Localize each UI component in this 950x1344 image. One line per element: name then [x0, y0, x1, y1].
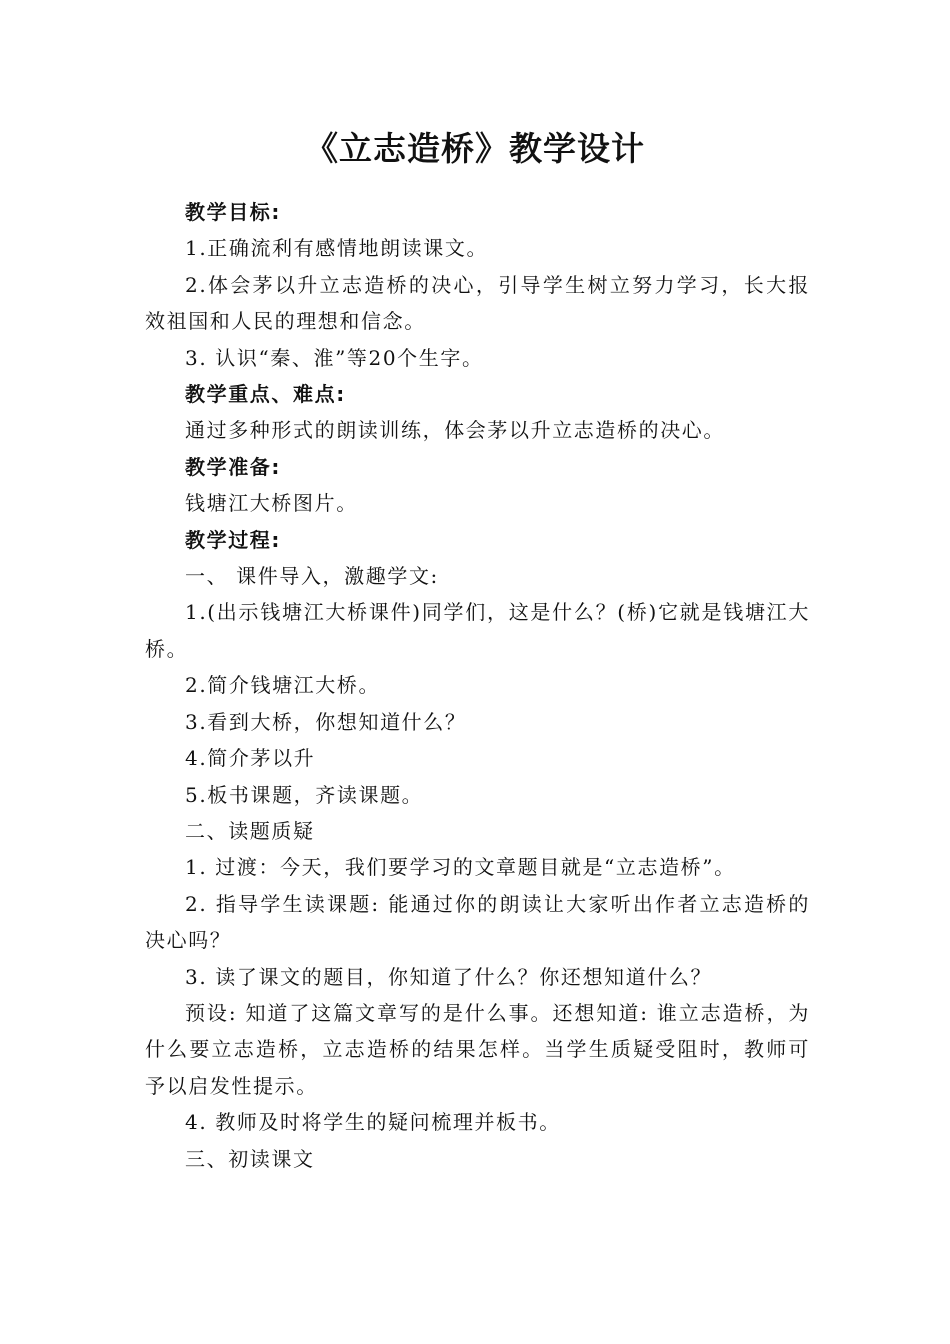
- paragraph: 1.(出示钱塘江大桥课件)同学们，这是什么？(桥)它就是钱塘江大桥。: [145, 600, 810, 661]
- paragraph: 3. 认识“秦、淮”等20个生字。: [185, 345, 484, 370]
- section-heading-key-points: 教学重点、难点:: [185, 382, 346, 407]
- paragraph: 1. 过渡：今天，我们要学习的文章题目就是“立志造桥”。: [185, 855, 736, 880]
- paragraph: 2. 指导学生读课题: 能通过你的朗读让大家听出作者立志造桥的决心吗？: [145, 891, 810, 953]
- paragraph: 4. 教师及时将学生的疑问梳理并板书。: [185, 1110, 561, 1135]
- paragraph: 2.简介钱塘江大桥。: [185, 673, 381, 698]
- paragraph: 2.体会茅以升立志造桥的决心，引导学生树立努力学习，长大报效祖国和人民的理想和信念。: [145, 272, 810, 334]
- paragraph: 通过多种形式的朗读训练，体会茅以升立志造桥的决心。: [185, 418, 725, 443]
- paragraph: 二、读题质疑: [185, 818, 315, 843]
- document-title: 《立志造桥》教学设计: [305, 129, 645, 168]
- section-heading-process: 教学过程:: [185, 527, 281, 552]
- section-heading-objectives: 教学目标:: [185, 200, 281, 224]
- document-body: [145, 194, 810, 1177]
- paragraph: 3.看到大桥，你想知道什么？: [185, 709, 467, 734]
- paragraph: 1.正确流利有感情地朗读课文。: [185, 236, 489, 261]
- paragraph: 4.简介茅以升: [185, 746, 316, 771]
- paragraph: 钱塘江大桥图片。: [185, 491, 358, 516]
- paragraph: 3. 读了课文的题目，你知道了什么？你还想知道什么？: [185, 964, 713, 989]
- paragraph: 一、 课件导入，激趣学文:: [185, 564, 439, 589]
- section-heading-preparation: 教学准备:: [185, 454, 281, 479]
- paragraph: 预设: 知道了这篇文章写的是什么事。还想知道: 谁立志造桥，为什么要立志造桥，立志造桥的结果怎样。当学生质疑受阻时，教师可予以启发性提示。: [145, 1000, 810, 1098]
- paragraph: 三、初读课文: [185, 1146, 315, 1171]
- paragraph: 5.板书课题，齐读课题。: [185, 782, 424, 807]
